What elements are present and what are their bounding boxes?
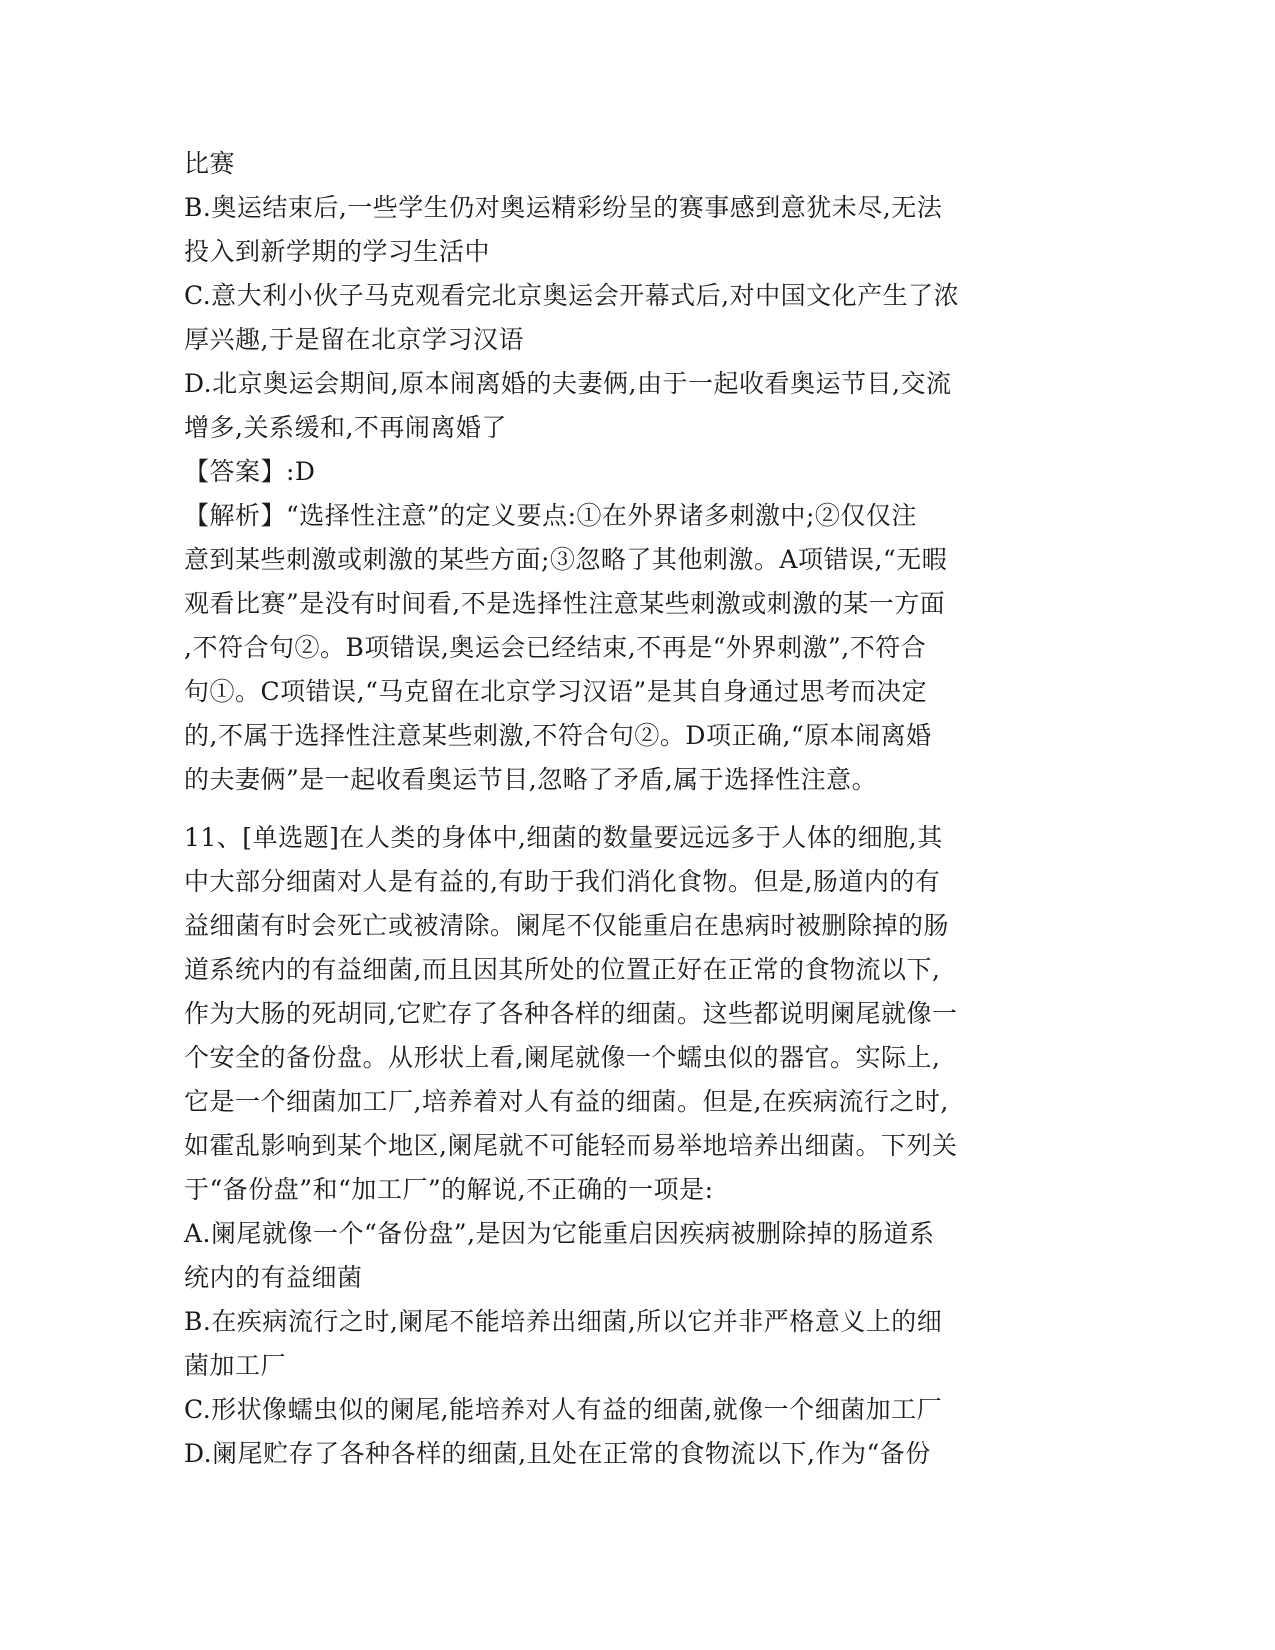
question-10-block [184, 142, 1034, 802]
stem-line: 个安全的备份盘。从形状上看,阑尾就像一个蠕虫似的器官。实际上, [184, 1043, 941, 1072]
stem-line: 中大部分细菌对人是有益的,有助于我们消化食物。但是,肠道内的有 [184, 867, 941, 896]
option-a-line: 统内的有益细菌 [184, 1263, 363, 1292]
analysis-line: 观看比赛”是没有时间看,不是选择性注意某些刺激或刺激的某一方面 [184, 589, 946, 618]
analysis-line: 的,不属于选择性注意某些刺激,不符合句②。D项正确,“原本闹离婚 [184, 721, 932, 750]
option-a-line: A.阑尾就像一个“备份盘”,是因为它能重启因疾病被删除掉的肠道系 [184, 1219, 935, 1248]
stem-line: 如霍乱影响到某个地区,阑尾就不可能轻而易举地培养出细菌。下列关 [184, 1131, 958, 1160]
option-b-line: B.在疾病流行之时,阑尾不能培养出细菌,所以它并非严格意义上的细 [184, 1307, 943, 1336]
analysis-line: 【解析】“选择性注意”的定义要点:①在外界诸多刺激中;②仅仅注 [184, 501, 917, 530]
question-stem [184, 816, 1034, 1212]
analysis-line: 的夫妻俩”是一起收看奥运节目,忽略了矛盾,属于选择性注意。 [184, 765, 878, 794]
stem-line: 它是一个细菌加工厂,培养着对人有益的细菌。但是,在疾病流行之时, [184, 1087, 949, 1116]
stem-line: 作为大肠的死胡同,它贮存了各种各样的细菌。这些都说明阑尾就像一 [184, 999, 958, 1028]
option-b-line: B.奥运结束后,一些学生仍对奥运精彩纷呈的赛事感到意犹未尽,无法 [184, 193, 943, 222]
option-d [184, 1432, 1034, 1476]
option-b [184, 1300, 1034, 1388]
option-c [184, 274, 1034, 362]
option-a-tail: 比赛 [184, 149, 236, 178]
section-gap [184, 802, 1034, 816]
option-d [184, 362, 1034, 450]
option-b-line: 菌加工厂 [184, 1351, 287, 1380]
stem-line: 于“备份盘”和“加工厂”的解说,不正确的一项是: [184, 1175, 714, 1204]
analysis-line: 意到某些刺激或刺激的某些方面;③忽略了其他刺激。A项错误,“无暇 [184, 545, 948, 574]
analysis-line: 句①。C项错误,“马克留在北京学习汉语”是其自身通过思考而决定 [184, 677, 928, 706]
option-c-line: C.形状像蠕虫似的阑尾,能培养对人有益的细菌,就像一个细菌加工厂 [184, 1395, 943, 1424]
stem-line: 道系统内的有益细菌,而且因其所处的位置正好在正常的食物流以下, [184, 955, 941, 984]
stem-line: 11、[单选题]在人类的身体中,细菌的数量要远远多于人体的细胞,其 [184, 823, 943, 852]
option-b-line: 投入到新学期的学习生活中 [184, 237, 491, 266]
option-d-line: 增多,关系缓和,不再闹离婚了 [184, 413, 507, 442]
stem-line: 益细菌有时会死亡或被清除。阑尾不仅能重启在患病时被删除掉的肠 [184, 911, 950, 940]
option-b [184, 186, 1034, 274]
question-11-block [184, 816, 1034, 1476]
option-c-line: C.意大利小伙子马克观看完北京奥运会开幕式后,对中国文化产生了浓 [184, 281, 960, 310]
analysis [184, 494, 1034, 802]
option-c-line: 厚兴趣,于是留在北京学习汉语 [184, 325, 524, 354]
option-d-line: D.北京奥运会期间,原本闹离婚的夫妻俩,由于一起收看奥运节目,交流 [184, 369, 952, 398]
option-d-line: D.阑尾贮存了各种各样的细菌,且处在正常的食物流以下,作为“备份 [184, 1439, 931, 1468]
option-c [184, 1388, 1034, 1432]
document-page [184, 142, 1034, 1476]
analysis-line: ,不符合句②。B项错误,奥运会已经结束,不再是“外界刺激”,不符合 [184, 633, 927, 662]
answer: 【答案】:D [184, 457, 316, 486]
option-a [184, 1212, 1034, 1300]
